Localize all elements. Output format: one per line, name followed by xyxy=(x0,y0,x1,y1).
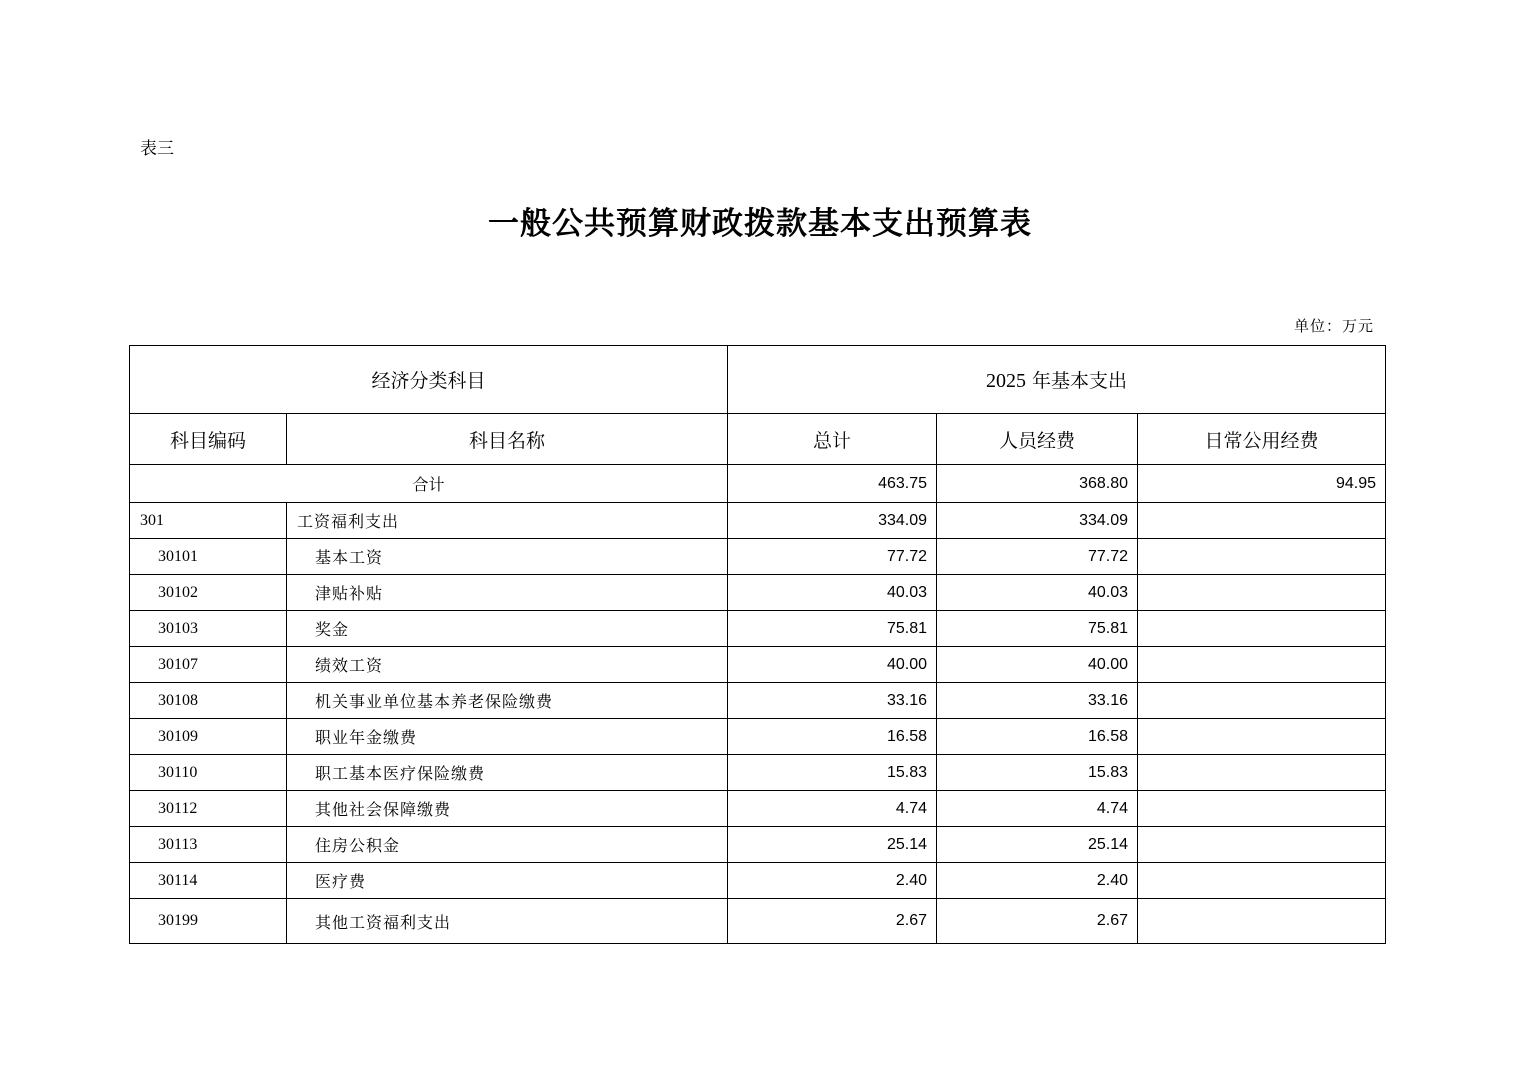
row-code: 30101 xyxy=(130,539,287,575)
row-total: 4.74 xyxy=(728,791,937,827)
row-code: 30103 xyxy=(130,611,287,647)
row-personnel: 334.09 xyxy=(937,503,1138,539)
budget-table xyxy=(129,345,1386,944)
row-public xyxy=(1138,539,1386,575)
row-code: 30109 xyxy=(130,719,287,755)
row-total: 33.16 xyxy=(728,683,937,719)
column-header-code: 科目编码 xyxy=(130,414,287,465)
total-cell-total: 463.75 xyxy=(728,465,937,503)
row-total: 40.03 xyxy=(728,575,937,611)
row-personnel: 33.16 xyxy=(937,683,1138,719)
table-tag: 表三 xyxy=(140,139,174,159)
total-cell-personnel: 368.80 xyxy=(937,465,1138,503)
row-total: 16.58 xyxy=(728,719,937,755)
group-header-basic-expenditure xyxy=(728,346,1386,414)
row-public xyxy=(1138,791,1386,827)
row-personnel: 15.83 xyxy=(937,755,1138,791)
table-row xyxy=(130,503,1386,539)
row-name: 绩效工资 xyxy=(287,647,728,683)
row-personnel: 40.00 xyxy=(937,647,1138,683)
column-header-total: 总计 xyxy=(728,414,937,465)
row-public xyxy=(1138,755,1386,791)
row-total: 40.00 xyxy=(728,647,937,683)
row-public xyxy=(1138,575,1386,611)
row-total: 75.81 xyxy=(728,611,937,647)
row-public xyxy=(1138,719,1386,755)
row-personnel: 16.58 xyxy=(937,719,1138,755)
row-public xyxy=(1138,611,1386,647)
table-row xyxy=(130,575,1386,611)
row-total: 2.40 xyxy=(728,863,937,899)
row-name: 职工基本医疗保险缴费 xyxy=(287,755,728,791)
table-row xyxy=(130,755,1386,791)
table-row xyxy=(130,647,1386,683)
row-personnel: 4.74 xyxy=(937,791,1138,827)
column-header-row xyxy=(130,414,1386,465)
row-name: 津贴补贴 xyxy=(287,575,728,611)
row-total: 334.09 xyxy=(728,503,937,539)
row-personnel: 40.03 xyxy=(937,575,1138,611)
row-public xyxy=(1138,827,1386,863)
table-row xyxy=(130,863,1386,899)
row-total: 77.72 xyxy=(728,539,937,575)
row-public xyxy=(1138,503,1386,539)
row-code: 30114 xyxy=(130,863,287,899)
row-total: 2.67 xyxy=(728,899,937,944)
row-public xyxy=(1138,647,1386,683)
row-personnel: 2.40 xyxy=(937,863,1138,899)
row-name: 职业年金缴费 xyxy=(287,719,728,755)
row-name: 机关事业单位基本养老保险缴费 xyxy=(287,683,728,719)
row-name: 基本工资 xyxy=(287,539,728,575)
row-code: 301 xyxy=(130,503,287,539)
row-public xyxy=(1138,683,1386,719)
table-row xyxy=(130,899,1386,944)
row-code: 30199 xyxy=(130,899,287,944)
row-personnel: 77.72 xyxy=(937,539,1138,575)
row-public xyxy=(1138,863,1386,899)
row-name: 其他工资福利支出 xyxy=(287,899,728,944)
row-total: 15.83 xyxy=(728,755,937,791)
row-code: 30108 xyxy=(130,683,287,719)
row-code: 30102 xyxy=(130,575,287,611)
row-code: 30110 xyxy=(130,755,287,791)
group-header-basic-expenditure-text: 年基本支出 xyxy=(1032,370,1128,392)
unit-label: 单位：万元 xyxy=(1293,317,1374,335)
row-name: 医疗费 xyxy=(287,863,728,899)
row-personnel: 25.14 xyxy=(937,827,1138,863)
total-row xyxy=(130,465,1386,503)
year-label: 2025 xyxy=(986,370,1026,392)
row-personnel: 75.81 xyxy=(937,611,1138,647)
row-code: 30113 xyxy=(130,827,287,863)
row-name: 其他社会保障缴费 xyxy=(287,791,728,827)
row-total: 25.14 xyxy=(728,827,937,863)
table-row xyxy=(130,611,1386,647)
column-header-name: 科目名称 xyxy=(287,414,728,465)
table-row xyxy=(130,539,1386,575)
total-label: 合计 xyxy=(130,465,728,503)
row-code: 30107 xyxy=(130,647,287,683)
group-header-economic-classification: 经济分类科目 xyxy=(130,346,728,414)
row-name: 奖金 xyxy=(287,611,728,647)
table-row xyxy=(130,719,1386,755)
row-name: 工资福利支出 xyxy=(287,503,728,539)
row-code: 30112 xyxy=(130,791,287,827)
row-personnel: 2.67 xyxy=(937,899,1138,944)
row-public xyxy=(1138,899,1386,944)
total-cell-public: 94.95 xyxy=(1138,465,1386,503)
table-row xyxy=(130,827,1386,863)
column-header-personnel: 人员经费 xyxy=(937,414,1138,465)
table-row xyxy=(130,683,1386,719)
group-header-row xyxy=(130,346,1386,414)
row-name: 住房公积金 xyxy=(287,827,728,863)
document-title: 一般公共预算财政拨款基本支出预算表 xyxy=(488,206,1032,242)
column-header-public: 日常公用经费 xyxy=(1138,414,1386,465)
table-row xyxy=(130,791,1386,827)
